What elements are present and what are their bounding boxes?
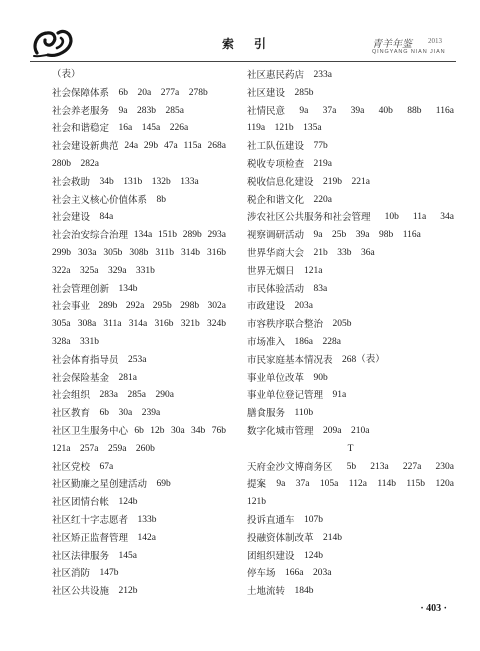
page-ref: 311b	[155, 247, 174, 258]
page-ref: 121b	[247, 497, 266, 508]
page-ref: 282a	[80, 158, 99, 169]
page-ref: 303a	[77, 247, 97, 258]
index-entry	[52, 138, 226, 156]
index-term: 社区建设	[247, 87, 286, 99]
index-term: 社区党校	[52, 461, 91, 473]
page-ref: 329a	[107, 265, 127, 276]
index-term: 社区红十字志愿者	[52, 514, 129, 526]
index-entry	[247, 103, 454, 121]
page-ref: 305a	[52, 319, 71, 330]
index-entry	[247, 423, 454, 441]
page-ref: 107b	[304, 514, 324, 525]
index-term: 社会建设	[52, 212, 91, 224]
index-term: 停车场	[247, 568, 276, 580]
index-entry	[52, 565, 226, 583]
index-term: 社会治安综合治理	[52, 230, 129, 242]
index-entry	[52, 423, 226, 441]
index-term: 社情民意	[247, 105, 286, 117]
index-entry	[247, 334, 454, 352]
page-ref: 9a	[299, 105, 309, 116]
index-entry	[247, 548, 454, 566]
page-ref: 105a	[319, 479, 339, 490]
index-entry	[52, 370, 226, 388]
page-ref: 10b	[384, 212, 399, 223]
index-term: 提案	[247, 479, 267, 491]
page-ref: 121a	[52, 443, 71, 454]
index-term: 社会救助	[52, 176, 91, 188]
page-ref: 21b	[313, 247, 328, 258]
index-term: 市民体验活动	[247, 283, 305, 295]
index-entry	[247, 565, 454, 583]
page-ref: 132b	[151, 176, 171, 187]
index-entry	[247, 370, 454, 388]
index-term: 社会建设新典范	[52, 141, 119, 153]
page-ref: 226a	[169, 123, 189, 134]
index-term: 事业单位登记管理	[247, 390, 324, 402]
page-ref: 112a	[348, 479, 367, 490]
page-ref: 166a	[285, 568, 304, 579]
page-ref: 283b	[136, 105, 156, 116]
index-entry	[247, 476, 454, 494]
page-ref: 321b	[180, 319, 200, 330]
page-ref: 34b	[99, 176, 114, 187]
page-ref: 268（表）	[342, 354, 385, 365]
left-column	[52, 67, 226, 601]
index-term: 社会和谐稳定	[52, 123, 110, 135]
page-ref: 124b	[118, 497, 138, 508]
index-entry	[247, 263, 454, 281]
page-ref: 285a	[165, 105, 184, 116]
index-term: 市民家庭基本情况表	[247, 354, 333, 366]
page-ref: 186a	[294, 336, 313, 347]
page-ref: 316b	[154, 319, 174, 330]
page-ref: 203a	[294, 301, 313, 312]
page-ref: 69b	[156, 479, 171, 490]
page-ref: 9a	[118, 105, 128, 116]
index-entry-continuation	[52, 441, 226, 459]
index-term: 市场准入	[247, 336, 286, 348]
index-entry	[247, 227, 454, 245]
index-term: 涉农社区公共服务和社会管理	[247, 212, 371, 224]
page-ref: 230a	[435, 461, 454, 472]
page-ref: 314a	[128, 319, 148, 330]
index-term: 社会事业	[52, 301, 91, 313]
page-ref: 298b	[180, 301, 200, 312]
page-ref: 39a	[355, 230, 370, 241]
index-term: 社工队伍建设	[247, 141, 305, 153]
page-ref: 285a	[127, 390, 146, 401]
index-term: 社会保障体系	[52, 87, 110, 99]
page-ref: 233a	[313, 70, 332, 80]
index-term: 市政建设	[247, 301, 286, 313]
page-ref: 33b	[337, 247, 352, 258]
page-ref: 133a	[180, 176, 199, 187]
page-ref: 145a	[118, 550, 137, 561]
page-ref: 114b	[377, 479, 396, 490]
page-ref: 259a	[107, 443, 127, 454]
index-entry	[52, 281, 226, 299]
page-ref: 268a	[207, 141, 226, 152]
page-ref: 314b	[180, 247, 200, 258]
index-entry-continuation	[52, 316, 226, 334]
page-ref: 145a	[141, 123, 161, 134]
page-ref: 213a	[370, 461, 389, 472]
page-ref: 11a	[412, 212, 427, 223]
page-ref: 116a	[435, 105, 454, 116]
page-ref: 34a	[440, 212, 454, 223]
page-number: · 403 ·	[420, 603, 447, 614]
page-ref: 131b	[123, 176, 143, 187]
index-entry	[52, 298, 226, 316]
page-ref: 25b	[331, 230, 347, 241]
index-entry	[247, 352, 454, 370]
page-ref: 221a	[351, 176, 370, 187]
page-ref: 88b	[407, 105, 422, 116]
page-ref: 115b	[406, 479, 426, 490]
index-entry	[52, 352, 226, 370]
page-ref: 277a	[160, 87, 180, 98]
index-entry	[52, 512, 226, 530]
index-term: 社会管理创新	[52, 283, 110, 295]
page-ref: 289b	[182, 230, 202, 241]
index-term: 社区消防	[52, 568, 91, 580]
page-ref: 278b	[188, 87, 208, 98]
page-ref: 98b	[378, 230, 394, 241]
index-term: 数字化城市管理	[247, 425, 314, 437]
index-entry	[247, 174, 454, 192]
page-ref: 295b	[152, 301, 172, 312]
index-term: 社会组织	[52, 390, 91, 402]
page-ref: （表）	[52, 70, 81, 80]
page-ref: 280b	[52, 158, 71, 169]
page-ref: 283a	[99, 390, 118, 401]
index-entry	[247, 298, 454, 316]
page-ref: 16a	[118, 123, 133, 134]
index-term: 社区教育	[52, 408, 91, 420]
page-ref: 40b	[378, 105, 393, 116]
page-ref: 47a	[163, 141, 178, 152]
page-ref: 203a	[312, 568, 332, 579]
page-ref: 219a	[313, 158, 332, 169]
index-entry-continuation	[247, 120, 454, 138]
page-ref: 142a	[137, 532, 156, 543]
index-term: 团组织建设	[247, 550, 295, 562]
index-entry-continuation	[52, 156, 226, 174]
index-entry	[52, 120, 226, 138]
index-term: 社会主义核心价值体系	[52, 194, 148, 206]
yearbook-year: 2013	[428, 37, 442, 45]
page-ref: 151b	[157, 230, 177, 241]
page-ref: 308b	[129, 247, 149, 258]
page-ref: 214b	[323, 532, 343, 543]
page-ref: 20a	[137, 87, 152, 98]
page-ref: 311a	[103, 319, 122, 330]
index-entry	[52, 476, 226, 494]
index-entry	[247, 530, 454, 548]
page-ref: 227a	[402, 461, 422, 472]
index-entry	[52, 459, 226, 477]
section-letter: T	[347, 443, 354, 454]
index-entry-continuation	[52, 67, 226, 85]
index-term: 社会养老服务	[52, 105, 110, 117]
page-ref: 253a	[128, 354, 147, 365]
page-ref: 220a	[313, 194, 332, 205]
index-term: 税收专项检查	[247, 158, 305, 170]
index-entry	[247, 192, 454, 210]
page-ref: 316b	[206, 247, 226, 258]
page-ref: 331b	[79, 336, 99, 347]
page-ref: 322a	[52, 265, 71, 276]
index-term: 投诉直通车	[247, 514, 295, 526]
page-ref: 135a	[303, 123, 322, 134]
index-term: 膳食服务	[247, 408, 286, 420]
index-term: 税收信息化建设	[247, 176, 314, 188]
page-ref: 6b	[118, 87, 129, 98]
index-entry	[52, 530, 226, 548]
page-ref: 30a	[118, 408, 133, 419]
page-ref: 77b	[313, 141, 328, 152]
index-entry	[247, 245, 454, 263]
index-entry	[52, 209, 226, 227]
page-ref: 120a	[435, 479, 454, 490]
page-ref: 9a	[276, 479, 286, 490]
index-entry	[52, 387, 226, 405]
index-entry	[52, 548, 226, 566]
page-ref: 308a	[77, 319, 97, 330]
page-ref: 239a	[141, 408, 161, 419]
page-ref: 76b	[211, 425, 226, 436]
page-ref: 6b	[134, 425, 144, 436]
index-term: 社区惠民药店	[247, 70, 305, 81]
page-ref: 210a	[350, 425, 370, 436]
page-ref: 12b	[150, 425, 165, 436]
page-ref: 228a	[322, 336, 341, 347]
index-entry-continuation	[52, 263, 226, 281]
index-entry	[247, 209, 454, 227]
index-entry	[247, 156, 454, 174]
page-ref: 324b	[206, 319, 226, 330]
page-ref: 331b	[135, 265, 155, 276]
index-entry	[52, 494, 226, 512]
index-term: 天府金沙文博商务区	[247, 461, 333, 473]
index-entry	[247, 138, 454, 156]
page-ref: 281a	[118, 372, 137, 383]
index-term: 社区法律服务	[52, 550, 110, 562]
index-term: 世界华商大会	[247, 247, 305, 259]
page-title: 索 引	[222, 37, 271, 51]
page-ref: 90b	[313, 372, 328, 383]
index-term: 社区卫生服务中心	[52, 425, 129, 437]
page-ref: 147b	[99, 568, 119, 579]
page-ref: 302a	[207, 301, 226, 312]
page-ref: 305b	[103, 247, 123, 258]
page-ref: 121b	[274, 123, 294, 134]
page-ref: 289b	[98, 301, 118, 312]
index-term: 市容秩序联合整治	[247, 319, 324, 331]
page-ref: 5b	[346, 461, 357, 472]
page-ref: 121a	[304, 265, 323, 276]
index-entry	[52, 103, 226, 121]
index-entry	[247, 405, 454, 423]
index-entry	[52, 405, 226, 423]
section-letter-row	[247, 441, 454, 459]
page-ref: 299b	[52, 247, 71, 258]
page-ref: 285b	[294, 87, 314, 98]
qingyang-logo-icon	[30, 26, 76, 60]
yearbook-title: 青羊年鉴	[372, 39, 412, 50]
page-ref: 83a	[313, 283, 328, 294]
right-column	[247, 67, 454, 601]
page-ref: 119a	[247, 123, 266, 134]
page-ref: 328a	[52, 336, 71, 347]
index-entry	[247, 387, 454, 405]
index-entry	[52, 192, 226, 210]
page-ref: 39a	[350, 105, 365, 116]
page-ref: 133b	[137, 514, 157, 525]
page-ref: 290a	[155, 390, 174, 401]
index-term: 社区团情台帐	[52, 497, 110, 509]
page-ref: 209a	[323, 425, 342, 436]
header-rule	[30, 61, 456, 62]
index-entry-continuation	[52, 245, 226, 263]
index-entry	[52, 85, 226, 103]
page-ref: 34b	[191, 425, 206, 436]
index-entry	[247, 67, 454, 85]
index-entry-continuation	[247, 494, 454, 512]
index-entry	[247, 459, 454, 477]
page-ref: 184b	[294, 586, 314, 597]
page-ref: 260b	[135, 443, 155, 454]
page-ref: 293a	[207, 230, 226, 241]
page-ref: 134a	[133, 230, 153, 241]
page-ref: 134b	[118, 283, 138, 294]
page-ref: 257a	[79, 443, 99, 454]
yearbook-romanized-title: QINGYANG NIAN JIAN	[372, 49, 446, 55]
index-entry	[247, 583, 454, 601]
index-entry	[52, 583, 226, 601]
page-ref: 205b	[332, 319, 352, 330]
index-term: 世界无烟日	[247, 265, 295, 277]
page-ref: 91a	[332, 390, 347, 401]
index-term: 社区公共设施	[52, 586, 110, 598]
index-term: 投融资体制改革	[247, 532, 314, 544]
page-ref: 6b	[99, 408, 110, 419]
index-entry	[247, 281, 454, 299]
index-term: 税企和谐文化	[247, 194, 305, 206]
index-term: 社区勤廉之星创建活动	[52, 479, 148, 491]
index-term: 社会保险基金	[52, 372, 110, 384]
page-ref: 292a	[125, 301, 145, 312]
index-term: 社区矫正监督管理	[52, 532, 129, 544]
page-ref: 115a	[183, 141, 202, 152]
index-entry	[52, 227, 226, 245]
index-entry	[247, 85, 454, 103]
page-ref: 36a	[361, 247, 375, 258]
page-ref: 116a	[402, 230, 421, 241]
index-term: 社会体育指导员	[52, 354, 119, 366]
index-entry	[247, 316, 454, 334]
page-ref: 37a	[322, 105, 337, 116]
page-ref: 110b	[294, 408, 314, 419]
index-term: 土地流转	[247, 586, 286, 598]
page-ref: 67a	[99, 461, 114, 472]
page-ref: 325a	[79, 265, 99, 276]
page-ref: 8b	[156, 194, 167, 205]
page-ref: 24a	[124, 141, 139, 152]
page-ref: 84a	[99, 212, 114, 223]
page-ref: 9a	[313, 230, 323, 241]
page-ref: 124b	[304, 550, 324, 561]
index-term: 视察调研活动	[247, 230, 305, 242]
index-term: 事业单位改革	[247, 372, 305, 384]
page-ref: 29b	[143, 141, 159, 152]
index-entry-continuation	[52, 334, 226, 352]
index-entry	[52, 174, 226, 192]
page-ref: 212b	[118, 586, 138, 597]
index-entry	[247, 512, 454, 530]
page-ref: 30a	[170, 425, 185, 436]
page-ref: 37a	[295, 479, 310, 490]
page-ref: 219b	[323, 176, 343, 187]
